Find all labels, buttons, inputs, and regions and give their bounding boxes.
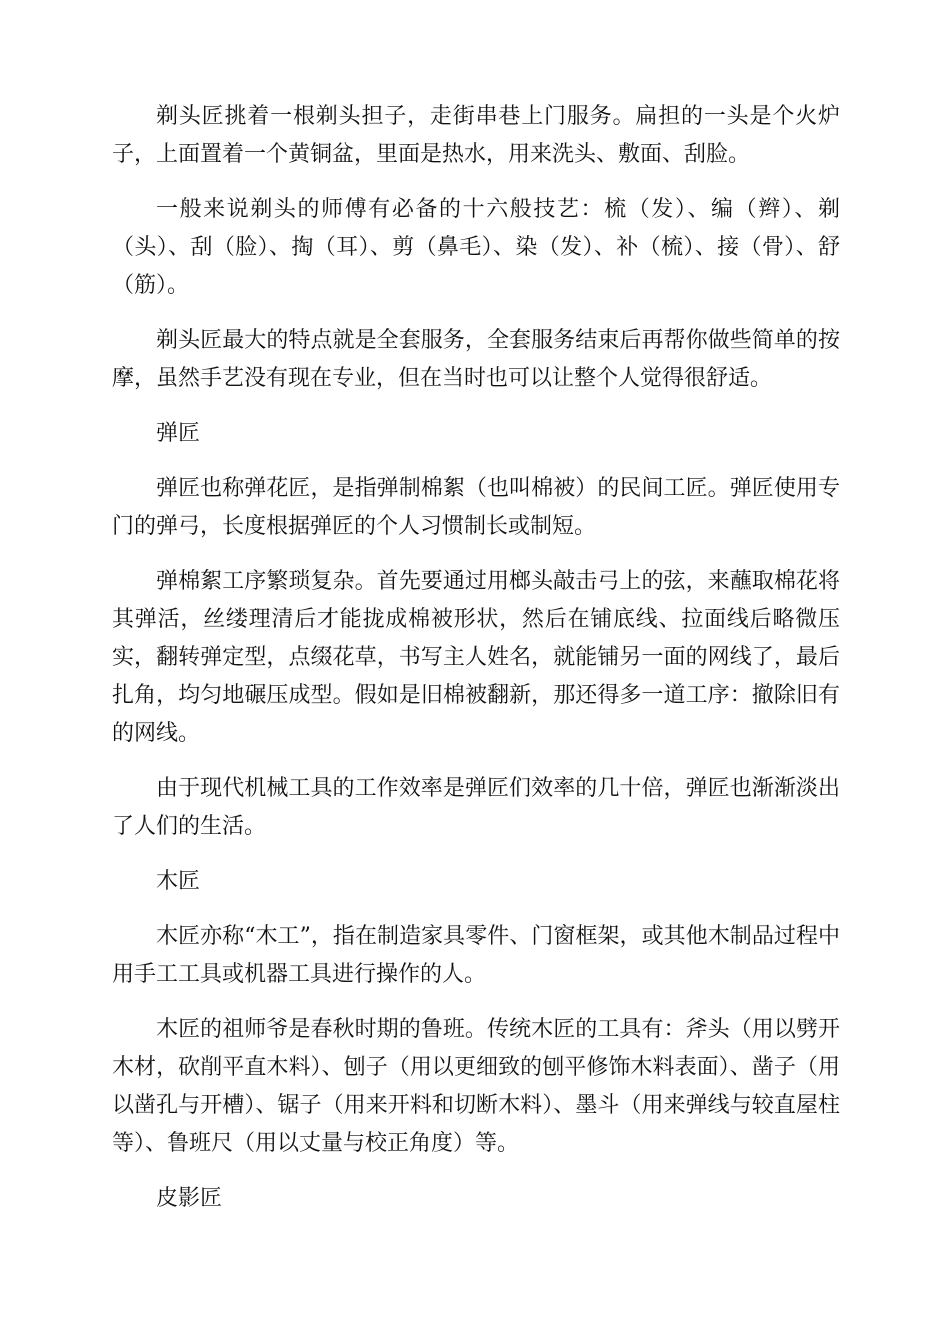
paragraph-cotton-fluffer-process: 弹棉絮工序繁琐复杂。首先要通过用榔头敲击弓上的弦，来蘸取棉花将其弹活，丝缕理清后才能拢成棉被形状，然后在铺底线、拉面线后略微压实，翻转弹定型，点缀花草，书写主人姓名，就能铺另一面的网线了，最后扎角，均匀地碾压成型。假如是旧棉被翻新，那还得多一道工序：撤除旧有的网线。 [112,569,840,746]
paragraph-carpenter-intro: 木匠亦称“木工”，指在制造家具零件、门窗框架，或其他木制品过程中用手工工具或机器工具进行操作的人。 [112,924,840,987]
paragraph-barber-skills: 一般来说剃头的师傅有必备的十六般技艺：梳（发）、编（辫）、剃（头）、刮（脸）、掏（耳）、剪（鼻毛）、染（发）、补（梳）、接（骨）、舒（筋）。 [112,197,840,298]
heading-cotton-fluffer: 弹匠 [156,421,201,446]
heading-carpenter: 木匠 [156,869,201,894]
heading-shadow-puppet-maker: 皮影匠 [156,1186,223,1211]
paragraph-carpenter-tools: 木匠的祖师爷是春秋时期的鲁班。传统木匠的工具有：斧头（用以劈开木材，砍削平直木料）、刨子（用以更细致的刨平修饰木料表面）、凿子（用以凿孔与开槽）、锯子（用来开料和切断木料）、墨斗（用来弹线与较直屋柱等）、鲁班尺（用以丈量与校正角度）等。 [112,1017,840,1156]
paragraph-barber-features: 剃头匠最大的特点就是全套服务，全套服务结束后再帮你做些简单的按摩，虽然手艺没有现在专业，但在当时也可以让整个人觉得很舒适。 [112,328,840,391]
paragraph-barber-service: 剃头匠挑着一根剃头担子，走街串巷上门服务。扁担的一头是个火炉子，上面置着一个黄铜盆，里面是热水，用来洗头、敷面、刮脸。 [112,104,840,167]
paragraph-cotton-fluffer-decline: 由于现代机械工具的工作效率是弹匠们效率的几十倍，弹匠也渐渐淡出了人们的生活。 [112,776,840,839]
document-page [112,98,840,1235]
paragraph-cotton-fluffer-intro: 弹匠也称弹花匠，是指弹制棉絮（也叫棉被）的民间工匠。弹匠使用专门的弹弓，长度根据弹匠的个人习惯制长或制短。 [112,476,840,539]
